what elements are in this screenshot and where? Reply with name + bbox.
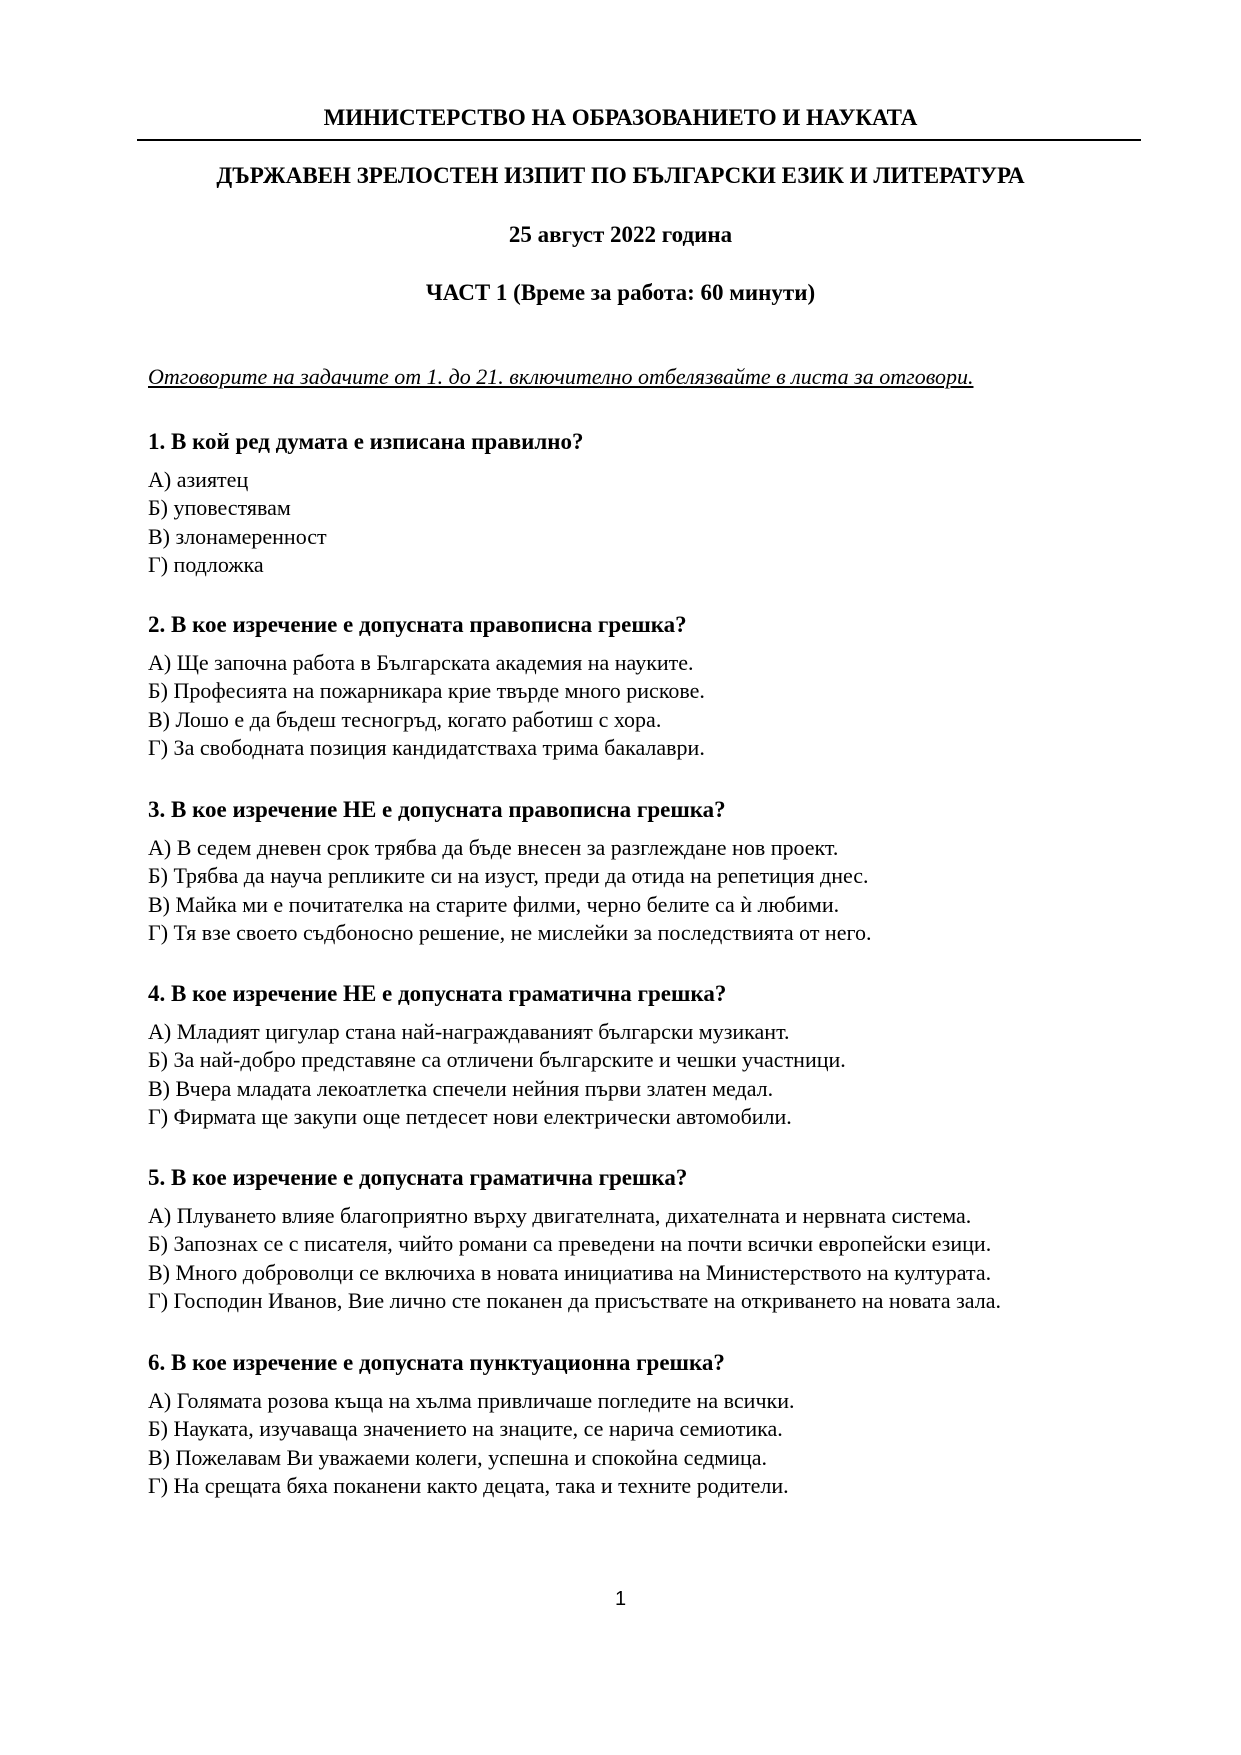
answer-option-g: Г) Господин Иванов, Вие лично сте поканен да присъствате на откриването на новата зала. <box>148 1287 1001 1313</box>
answer-option-b: Б) Запознах се с писателя, чийто романи са преведени на почти всички европейски езици. <box>148 1231 992 1257</box>
answer-option-b: Б) уповестявам <box>148 495 291 521</box>
answer-option-v: В) Лошо е да бъдеш тесногръд, когато работиш с хора. <box>148 706 662 732</box>
question-4 <box>148 980 1138 1131</box>
answer-option-a: А) Ще започна работа в Българската академия на науките. <box>148 650 694 675</box>
exam-date: 25 август 2022 година <box>508 222 733 247</box>
answer-option-b: Б) Професията на пожарникара крие твърде много рискове. <box>148 678 705 704</box>
answer-option-a: А) Младият цигулар стана най-награждаваният български музикант. <box>148 1019 790 1044</box>
exam-part-heading: ЧАСТ 1 (Време за работа: 60 минути) <box>425 280 816 305</box>
answer-option-g: Г) За свободната позиция кандидатстваха трима бакалаври. <box>148 734 705 760</box>
question-title: 5. В кое изречение е допусната граматична грешка? <box>148 1165 688 1190</box>
header-divider <box>137 139 1141 141</box>
ministry-heading: МИНИСТЕРСТВО НА ОБРАЗОВАНИЕТО И НАУКАТА <box>323 105 918 130</box>
answer-options <box>148 466 1138 579</box>
answer-option-v: В) Вчера младата лекоатлетка спечели нейния първи златен медал. <box>148 1075 774 1101</box>
answer-options <box>148 1202 1138 1315</box>
question-2 <box>148 611 1138 762</box>
question-6 <box>148 1349 1138 1500</box>
question-title: 6. В кое изречение е допусната пунктуационна грешка? <box>148 1350 725 1375</box>
answer-option-b: Б) Науката, изучаваща значението на знаците, се нарича семиотика. <box>148 1416 783 1442</box>
exam-title: ДЪРЖАВЕН ЗРЕЛОСТЕН ИЗПИТ ПО БЪЛГАРСКИ ЕЗИК И ЛИТЕРАТУРА <box>216 163 1025 188</box>
answer-option-a: А) Голямата розова къща на хълма привличаше погледите на всички. <box>148 1388 795 1413</box>
answer-option-v: В) Много доброволци се включиха в новата инициатива на Министерството на културата. <box>148 1259 992 1285</box>
question-title: 4. В кое изречение НЕ е допусната граматична грешка? <box>148 981 727 1006</box>
answer-sheet-instruction: Отговорите на задачите от 1. до 21. включително отбелязвайте в листа за отговори. <box>148 364 974 389</box>
answer-option-g: Г) Фирмата ще закупи още петдесет нови електрически автомобили. <box>148 1103 792 1129</box>
answer-option-a: А) азиятец <box>148 467 249 492</box>
answer-option-v: В) Майка ми е почитателка на старите филми, черно белите са ѝ любими. <box>148 891 840 917</box>
answer-option-v: В) Пожелавам Ви уважаеми колеги, успешна и спокойна седмица. <box>148 1444 768 1470</box>
question-3 <box>148 796 1138 947</box>
answer-options <box>148 649 1138 762</box>
question-1 <box>148 428 1138 579</box>
answer-option-g: Г) Тя взе своето съдбоносно решение, не мислейки за последствията от него. <box>148 919 872 945</box>
answer-option-a: А) Плуването влияе благоприятно върху двигателната, дихателната и нервната система. <box>148 1203 972 1228</box>
page-number: 1 <box>614 1588 627 1610</box>
answer-option-v: В) злонамеренност <box>148 523 327 549</box>
answer-option-g: Г) На срещата бяха поканени както децата, така и техните родители. <box>148 1472 789 1498</box>
answer-option-b: Б) Трябва да науча репликите си на изуст, преди да отида на репетиция днес. <box>148 863 869 889</box>
question-title: 3. В кое изречение НЕ е допусната правописна грешка? <box>148 797 726 822</box>
answer-option-b: Б) За най-добро представяне са отличени българските и чешки участници. <box>148 1047 846 1073</box>
question-5 <box>148 1164 1138 1315</box>
answer-options <box>148 834 1138 947</box>
question-title: 1. В кой ред думата е изписана правилно? <box>148 429 584 454</box>
answer-option-g: Г) подложка <box>148 551 264 577</box>
answer-options <box>148 1018 1138 1131</box>
question-title: 2. В кое изречение е допусната правописна грешка? <box>148 612 687 637</box>
answer-option-a: А) В седем дневен срок трябва да бъде внесен за разглеждане нов проект. <box>148 835 839 860</box>
answer-options <box>148 1387 1138 1500</box>
